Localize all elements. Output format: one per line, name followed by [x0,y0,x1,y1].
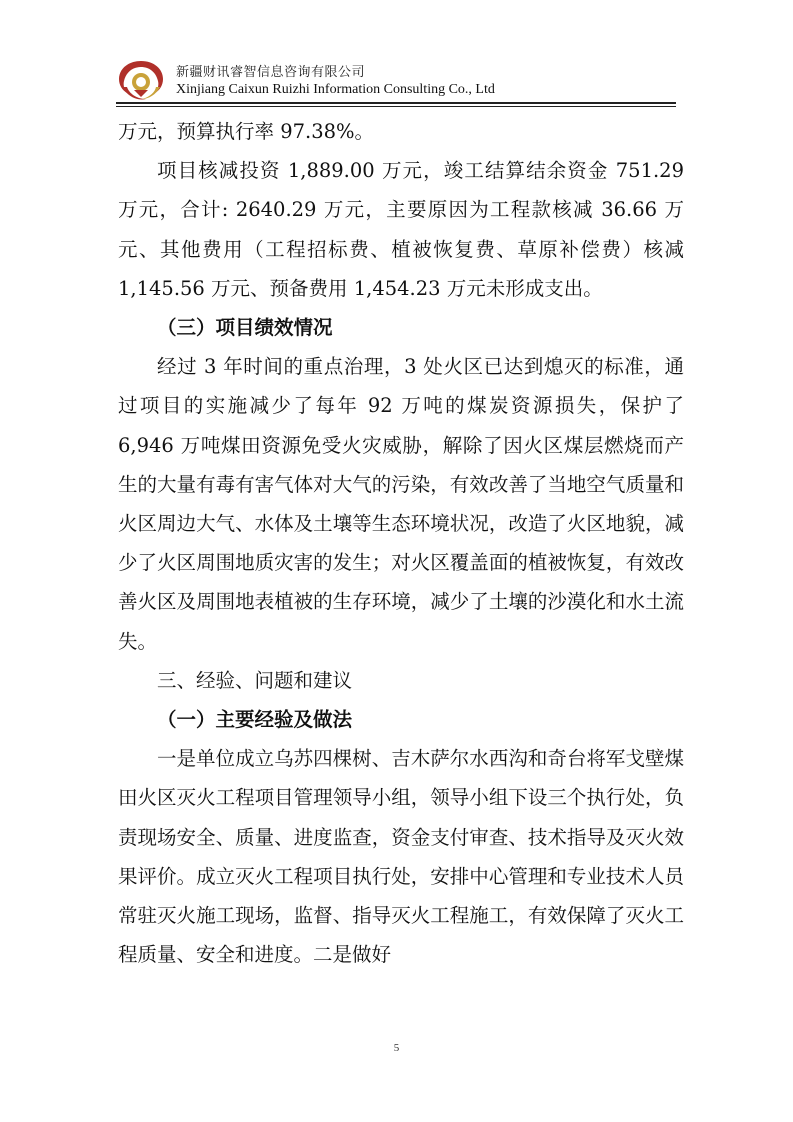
paragraph-performance: 经过 3 年时间的重点治理，3 处火区已达到熄灭的标准，通过项目的实施减少了每年 92 万吨的煤炭资源损失，保护了 6,946 万吨煤田资源免受火灾威胁，解除了因火区煤层燃烧而产生的大量有毒有害气体对大气的污染，有效改善了当地空气质量和火区周边大气、水体及土壤等生态环境状况，改造了火区地貌，减少了火区周围地质灾害的发生；对火区覆盖面的植被恢复，有效改善火区及周围地表植被的生存环境，减少了土壤的沙漠化和水土流失。 [118,355,684,653]
paragraph-experience: 一是单位成立乌苏四棵树、吉木萨尔水西沟和奇台将军戈壁煤田火区灭火工程项目管理领导小组，领导小组下设三个执行处，负责现场安全、质量、进度监查，资金支付审查、技术指导及灭火效果评价。成立灭火工程项目执行处，安排中心管理和专业技术人员常驻灭火施工现场，监督、指导灭火工程施工，有效保障了灭火工程质量、安全和进度。二是做好 [118,747,684,967]
paragraph-investment-reduction: 项目核减投资 1,889.00 万元，竣工结算结余资金 751.29 万元，合计: 2640.29 万元，主要原因为工程款核减 36.66 万元、其他费用（工程招标费、植被恢复费、草原补偿费）核减 1,145.56 万元、预备费用 1,454.23 万元未形成支出。 [118,159,684,300]
company-name-en: Xinjiang Caixun Ruizhi Information Consulting Co., Ltd [176,82,495,97]
company-name-cn: 新疆财讯睿智信息咨询有限公司 [176,65,366,80]
header-rule-thin [116,106,676,107]
heading-main-experience: （一）主要经验及做法 [157,708,353,732]
paragraph-budget-rate: 万元，预算执行率 97.38%。 [118,120,375,143]
logo-mark-icon [119,61,163,100]
header-rule-thick [116,102,676,104]
page-number: 5 [393,1042,400,1054]
company-logo [116,57,166,103]
heading-project-performance: （三）项目绩效情况 [157,316,333,340]
document-body [118,112,684,974]
heading-section-three: 三、经验、问题和建议 [157,668,353,692]
